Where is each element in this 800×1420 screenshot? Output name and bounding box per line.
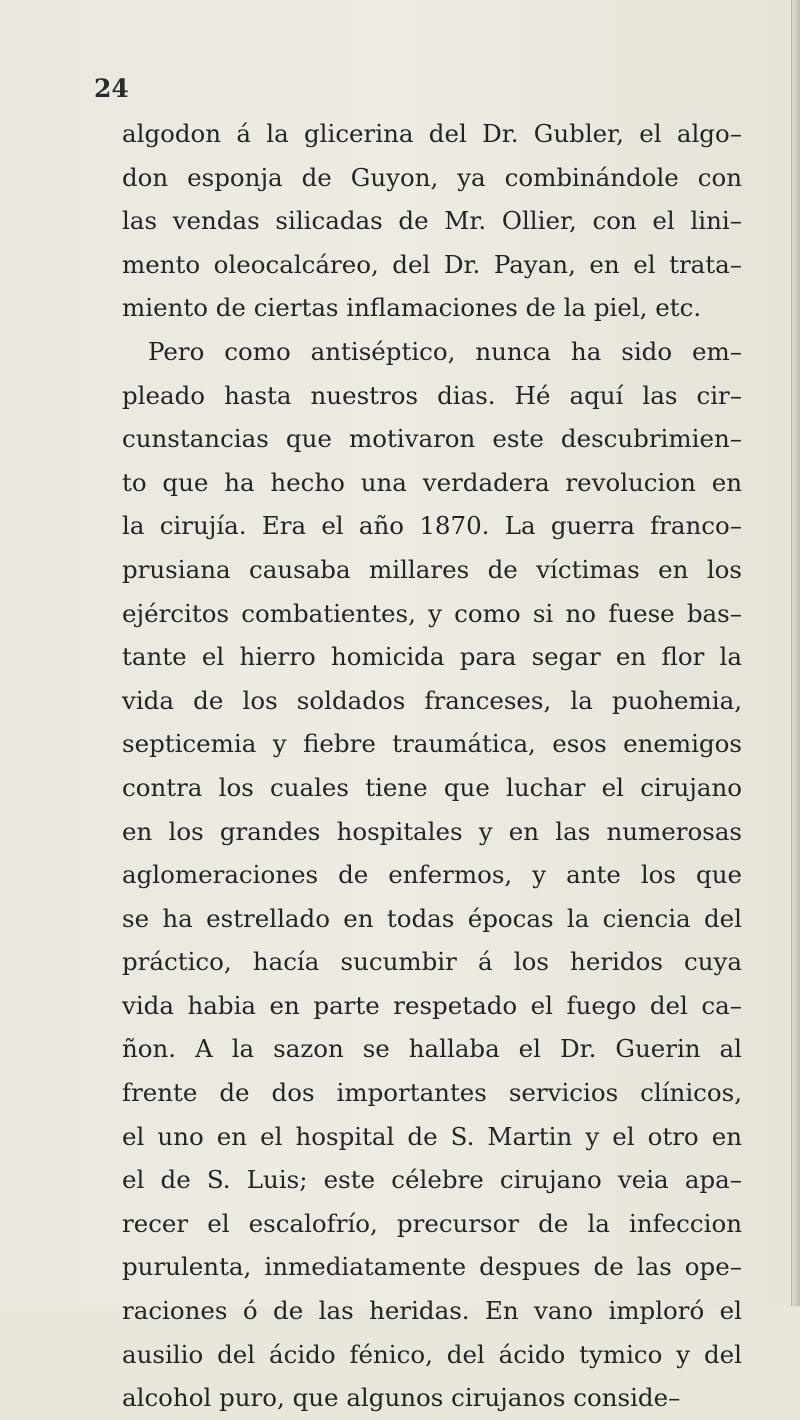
text-line: contra los cuales tiene que luchar el cirujano xyxy=(122,772,742,802)
text-line: ausilio del ácido fénico, del ácido tymico y del xyxy=(122,1339,742,1369)
text-line: práctico, hacía sucumbir á los heridos cuya xyxy=(122,947,742,977)
text-line: vida habia en parte respetado el fuego del ca– xyxy=(122,990,742,1020)
text-line: pleado hasta nuestros dias. Hé aquí las cir– xyxy=(122,380,742,410)
text-line: el uno en el hospital de S. Martin y el otro en xyxy=(122,1121,742,1151)
text-line: frente de dos importantes servicios clínicos, xyxy=(122,1078,742,1108)
text-line: don esponja de Guyon, ya combinándole con xyxy=(122,162,742,192)
text-line: vida de los soldados franceses, la puohemia, xyxy=(122,685,742,715)
text-line: recer el escalofrío, precursor de la infeccion xyxy=(122,1208,742,1238)
text-line: la cirujía. Era el año 1870. La guerra franco– xyxy=(122,511,742,541)
text-line: prusiana causaba millares de víctimas en los xyxy=(122,554,742,584)
text-line: Pero como antiséptico, nunca ha sido em– xyxy=(148,336,742,366)
text-line: cunstancias que motivaron este descubrimien– xyxy=(122,424,742,454)
text-line: se ha estrellado en todas épocas la ciencia del xyxy=(122,903,742,933)
text-line: aglomeraciones de enfermos, y ante los que xyxy=(122,860,742,890)
text-line: to que ha hecho una verdadera revolucion en xyxy=(122,467,742,497)
body-text xyxy=(122,112,742,1420)
text-line: alcohol puro, que algunos cirujanos conside– xyxy=(122,1383,681,1413)
text-line: mento oleocalcáreo, del Dr. Payan, en el trata– xyxy=(122,249,742,279)
text-line: en los grandes hospitales y en las numerosas xyxy=(122,816,742,846)
text-line: septicemia y fiebre traumática, esos enemigos xyxy=(122,729,742,759)
text-line: el de S. Luis; este célebre cirujano veia apa– xyxy=(122,1165,742,1195)
page-number: 24 xyxy=(94,74,129,103)
text-line: ejércitos combatientes, y como si no fuese bas– xyxy=(122,598,742,628)
text-line: algodon á la glicerina del Dr. Gubler, el algo– xyxy=(122,119,742,148)
text-line: ñon. A la sazon se hallaba el Dr. Guerin al xyxy=(122,1034,742,1064)
page-edge-line xyxy=(791,0,792,1306)
text-line: miento de ciertas inflamaciones de la piel, etc. xyxy=(122,293,702,323)
text-line: purulenta, inmediatamente despues de las ope– xyxy=(122,1252,742,1282)
text-line: raciones ó de las heridas. En vano imploró el xyxy=(122,1296,742,1326)
page-edge-shadow xyxy=(791,0,800,1306)
text-line: tante el hierro homicida para segar en flor la xyxy=(122,642,742,672)
text-line: las vendas silicadas de Mr. Ollier, con el lini– xyxy=(122,206,742,236)
